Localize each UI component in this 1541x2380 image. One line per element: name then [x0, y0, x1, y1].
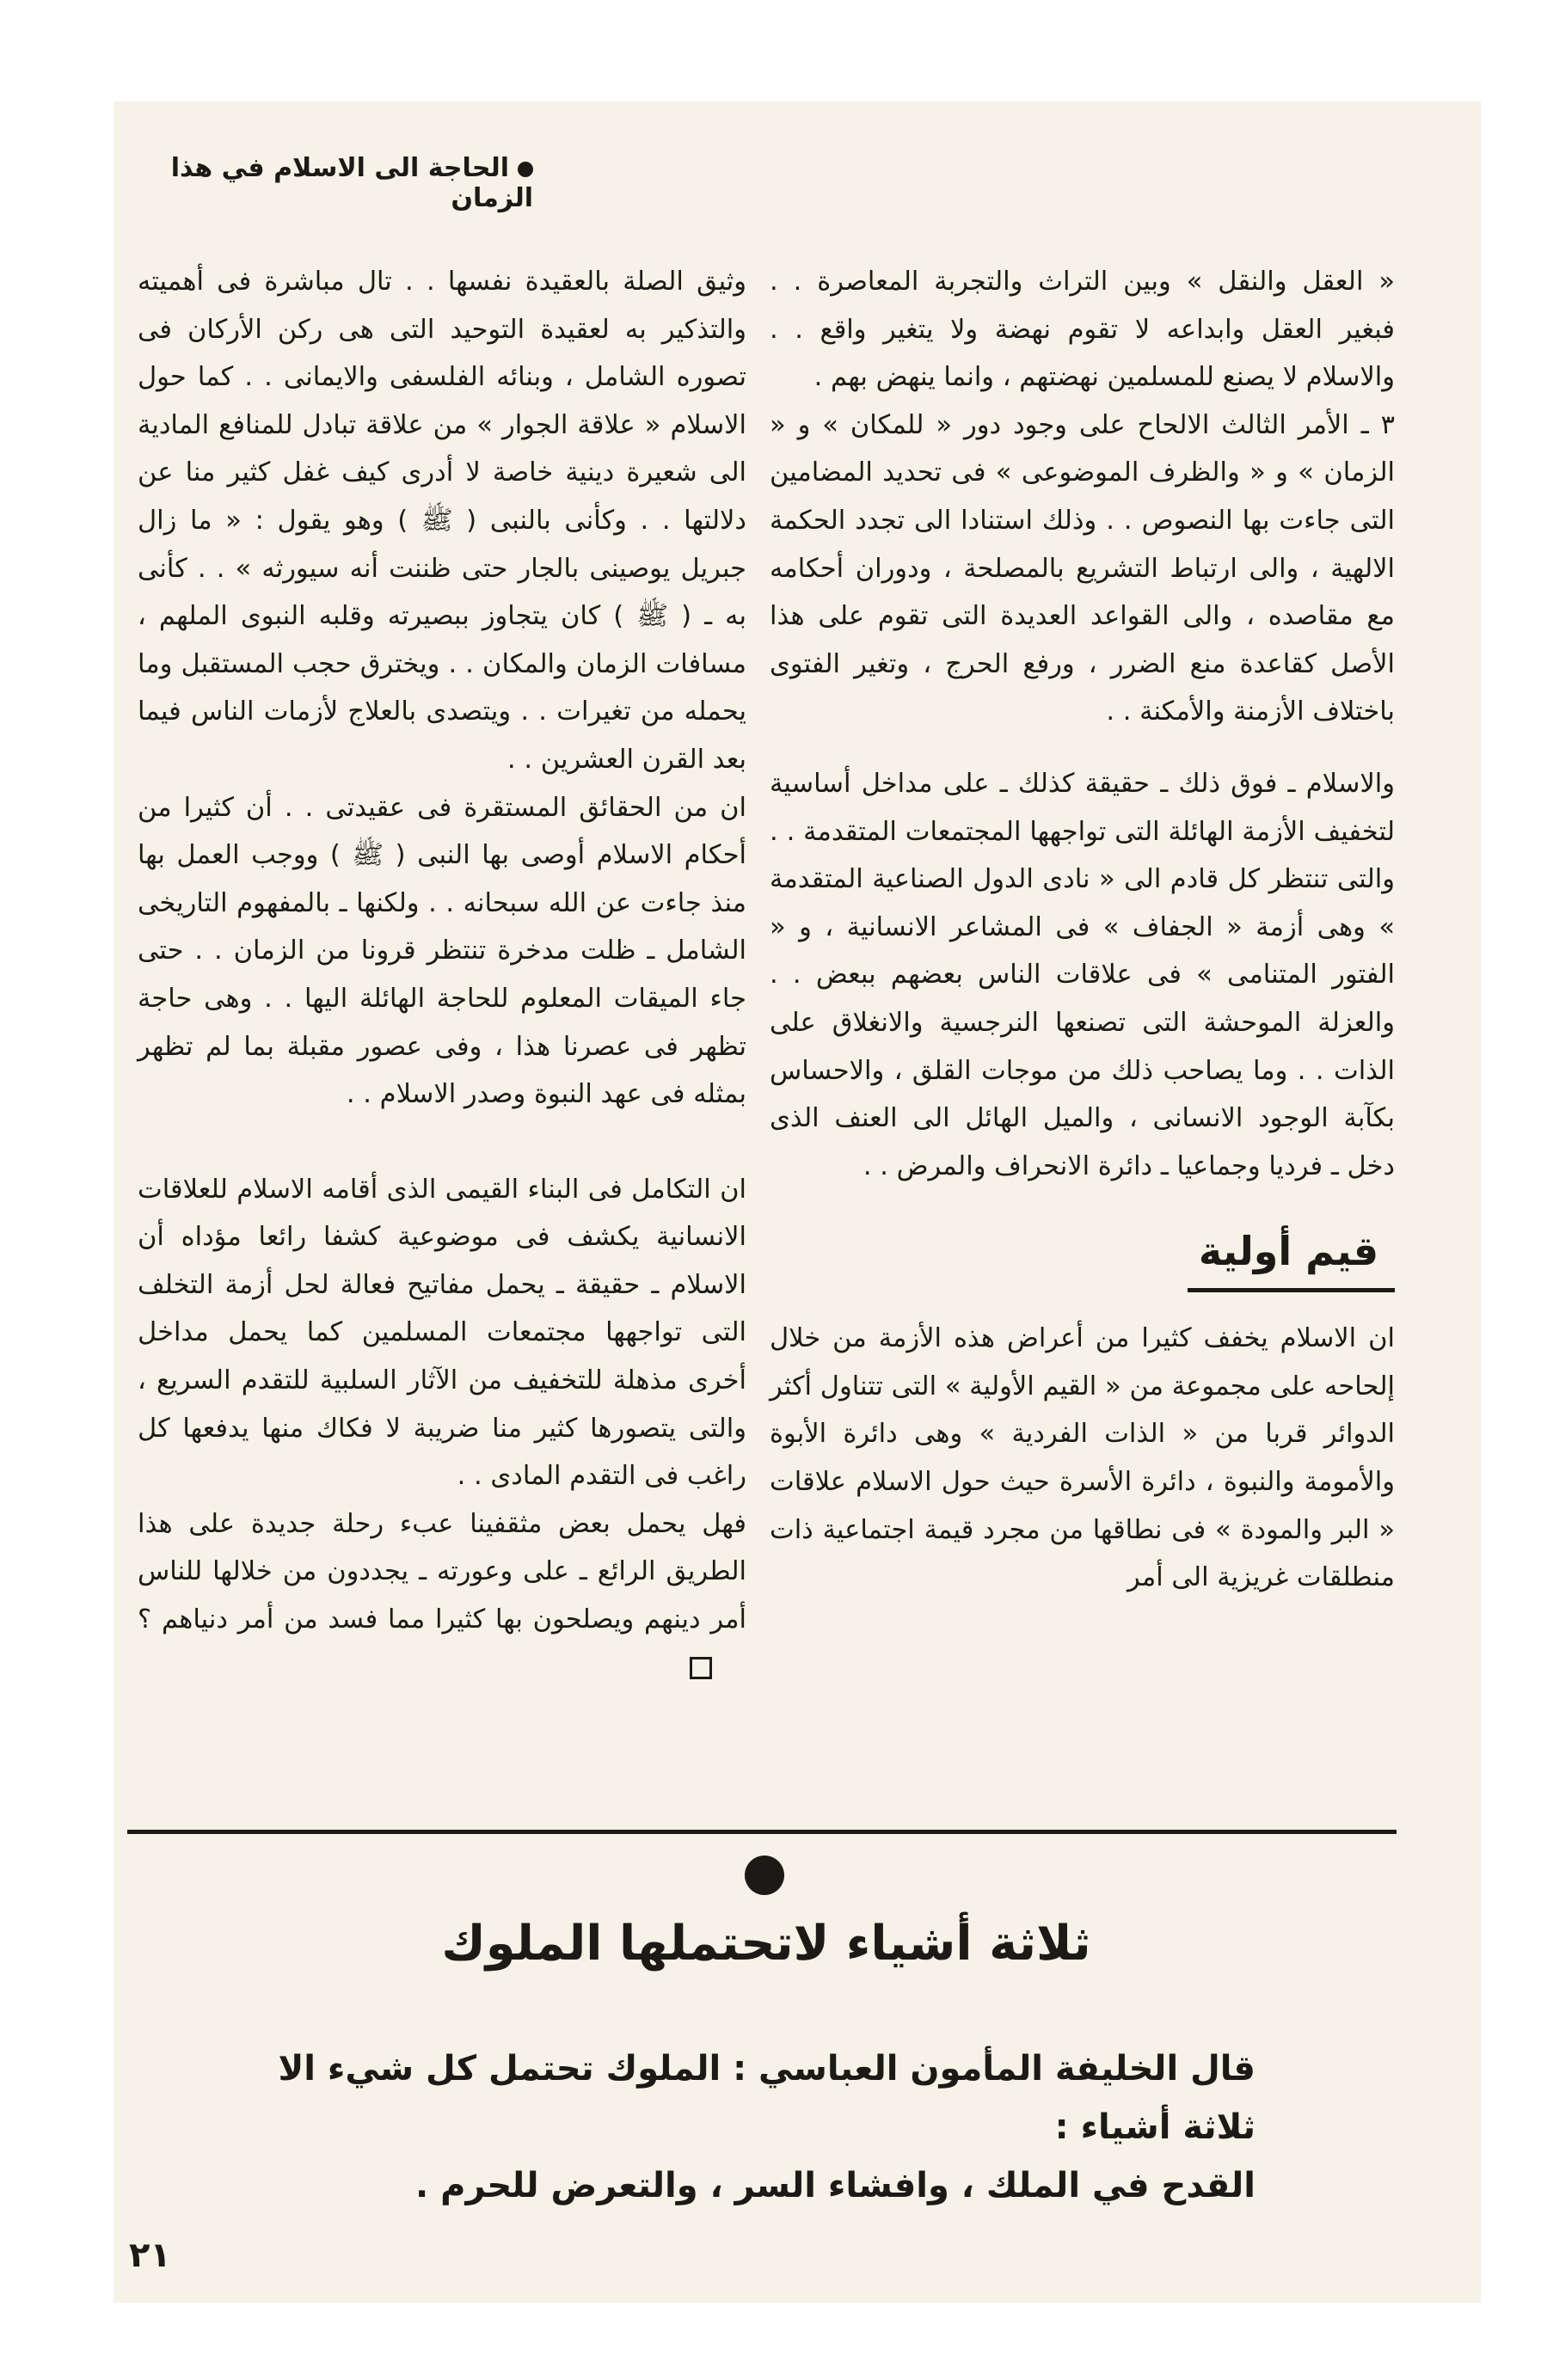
running-title: الحاجة الى الاسلام في هذا الزمان — [170, 153, 533, 213]
paragraph: ٣ ـ الأمر الثالث الالحاح على وجود دور « للمكان » و « الزمان » و « والظرف الموضوعى » فى تحديد المضامين التى جاءت بها النصوص . . وذلك استنادا الى تجدد الحكمة الالهية ، والى ارتباط التشريع بالمصلحة ، ودوران أحكامه مع مقاصده ، والى القواعد العديدة التى تقوم على هذا الأصل كقاعدة منع الضرر ، ورفع الحرج ، وتغير الفتوى باختلاف الأزمنة والأمكنة . . — [770, 409, 1395, 727]
bullet-icon — [518, 162, 533, 177]
boxed-item-line: القدح في الملك ، وافشاء السر ، والتعرض للحرم . — [415, 2166, 1256, 2205]
running-head — [129, 153, 533, 213]
end-mark-icon — [690, 1657, 712, 1679]
section-divider — [127, 1830, 1397, 1834]
paragraph: وثيق الصلة بالعقيدة نفسها . . تال مباشرة فى أهميته والتذكير به لعقيدة التوحيد التى هى ركن الأركان فى تصوره الشامل ، وبنائه الفلسفى والايمانى . . كما حول الاسلام « علاقة الجوار » من علاقة تبادل للمنافع المادية الى شعيرة دينية خاصة لا أدرى كيف غفل كثير منا عن دلالتها . . وكأنى بالنبى ( ﷺ ) وهو يقول : « ما زال جبريل يوصينى بالجار حتى ظننت أنه سيورثه » . . كأنى به ـ ( ﷺ ) كان يتجاوز ببصيرته وقلبه النبوى الملهم ، مسافات الزمان والمكان . . ويخترق حجب المستقبل وما يحمله من تغيرات . . ويتصدى بالعلاج لأزمات الناس فيما بعد القرن العشرين . . — [138, 267, 746, 775]
section-subheading: قيم أولية — [1188, 1221, 1395, 1292]
paragraph: ان من الحقائق المستقرة فى عقيدتى . . أن كثيرا من أحكام الاسلام أوصى بها النبى ( ﷺ ) ووجب العمل بها منذ جاءت عن الله سبحانه . . ولكنها ـ بالمفهوم التاريخى الشامل ـ ظلت مدخرة تنتظر قرونا من الزمان . . حتى جاء الميقات المعلوم للحاجة الهائلة اليها . . وهى حاجة تظهر فى عصرنا هذا ، وفى عصور مقبلة بما لم تظهر بمثله فى عهد النبوة وصدر الاسلام . . — [138, 792, 746, 1110]
article-column-right — [770, 258, 1395, 1602]
article-column-left — [138, 258, 746, 1691]
boxed-item-line: قال الخليفة المأمون العباسي : الملوك تحتمل كل شيء الا ثلاثة أشياء : — [278, 2049, 1256, 2147]
paragraph-final — [138, 1500, 746, 1691]
paragraph: والاسلام ـ فوق ذلك ـ حقيقة كذلك ـ على مداخل أساسية لتخفيف الأزمة الهائلة التى تواجهها المجتمعات المتقدمة . . والتى تنتظر كل قادم الى « نادى الدول الصناعية المتقدمة » وهى أزمة « الجفاف » فى المشاعر الانسانية ، و « الفتور المتنامى » فى علاقات الناس بعضهم ببعض . . والعزلة الموحشة التى تصنعها النرجسية والانغلاق على الذات . . وما يصاحب ذلك من موجات القلق ، والاحساس بكآبة الوجود الانسانى ، والميل الهائل الى العنف الذى دخل ـ فرديا وجماعيا ـ دائرة الانحراف والمرض . . — [770, 768, 1395, 1181]
ornament-dot-icon — [745, 1856, 784, 1895]
paragraph: ان التكامل فى البناء القيمى الذى أقامه الاسلام للعلاقات الانسانية يكشف فى موضوعية كشفا رائعا مؤداه أن الاسلام ـ حقيقة ـ يحمل مفاتيح فعالة لحل أزمة التخلف التى تواجهها مجتمعات المسلمين كما يحمل مداخل أخرى مذهلة للتخفيف من الآثار السلبية للتقدم السريع ، والتى يتصورها كثير منا ضريبة لا فكاك منها يدفعها كل راغب فى التقدم المادى . . — [138, 1174, 746, 1492]
paragraph: « العقل والنقل » وبين التراث والتجربة المعاصرة . . فبغير العقل وابداعه لا تقوم نهضة ولا يتغير واقع . . والاسلام لا يصنع للمسلمين نهضتهم ، وانما ينهض بهم . — [770, 267, 1395, 393]
paragraph: ان الاسلام يخفف كثيرا من أعراض هذه الأزمة من خلال إلحاحه على مجموعة من « القيم الأولية » التى تتناول أكثر الدوائر قربا من « الذات الفردية » وهى دائرة الأبوة والأمومة والنبوة ، دائرة الأسرة حيث حول الاسلام علاقات « البر والمودة » فى نطاقها من مجرد قيمة اجتماعية ذات منطلقات غريزية الى أمر — [770, 1323, 1395, 1593]
boxed-item-title: ثلاثة أشياء لاتحتملها الملوك — [441, 1916, 1091, 1972]
closing-paragraph-text: فهل يحمل بعض مثقفينا عبء رحلة جديدة على هذا الطريق الرائع ـ على وعورته ـ يجددون من خلالها للناس أمر دينهم ويصلحون بها كثيرا مما فسد من أمر دنياهم ؟ — [138, 1508, 746, 1635]
page-number: ٢١ — [129, 2236, 171, 2275]
boxed-item-body — [215, 2040, 1256, 2215]
